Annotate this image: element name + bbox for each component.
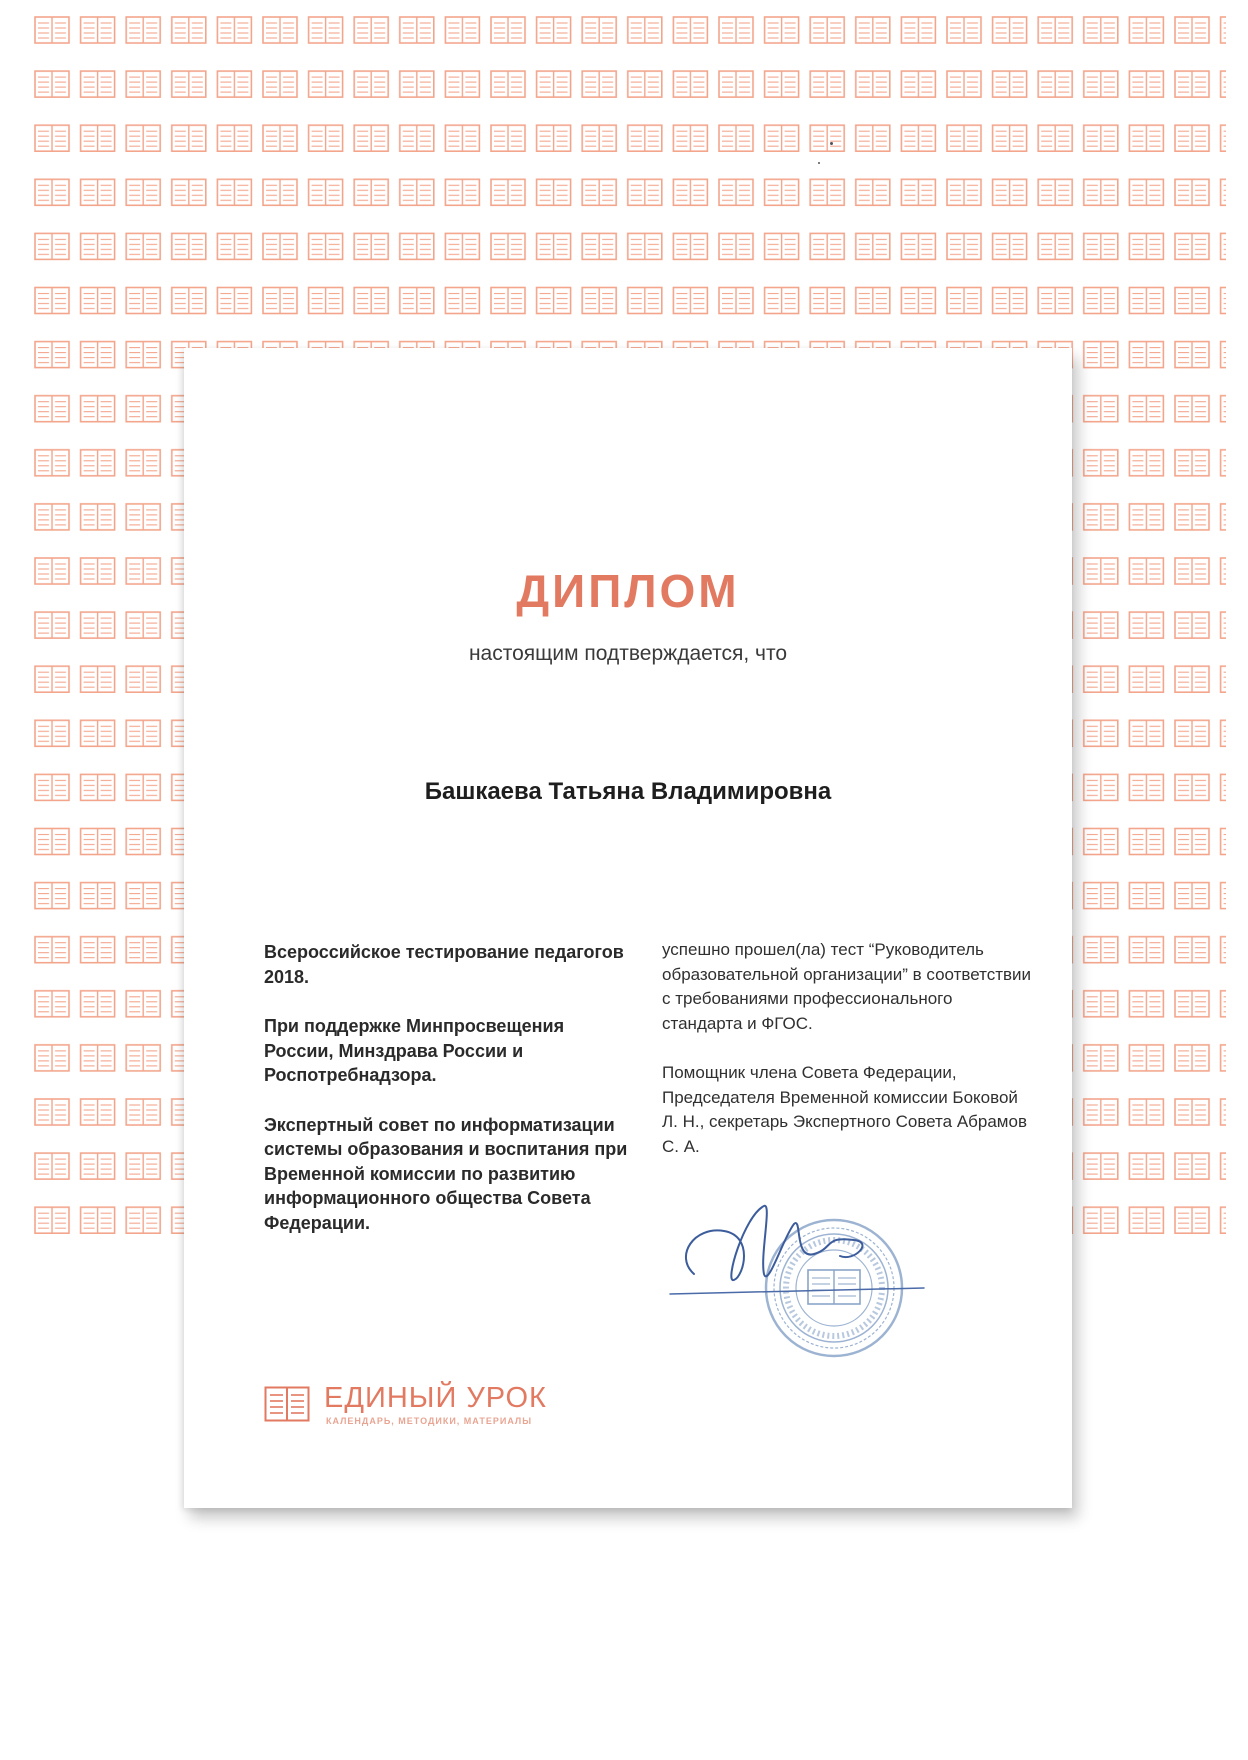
scan-speck [818, 162, 820, 164]
edinyi-urok-logo [264, 1382, 684, 1432]
scan-speck [830, 142, 833, 145]
diploma-subtitle: настоящим подтверждается, что [468, 642, 788, 665]
logo-subtitle: КАЛЕНДАРЬ, МЕТОДИКИ, МАТЕРИАЛЫ [326, 1416, 533, 1426]
left-column [264, 940, 634, 1260]
signature-block [664, 1196, 1044, 1366]
right-column [662, 938, 1032, 1184]
diploma-title: ДИПЛОМ [516, 565, 740, 617]
logo-title: ЕДИНЫЙ УРОК [324, 1382, 547, 1414]
left-paragraph: При поддержке Минпросвещения России, Минздрава России и Роспотребнадзора. [264, 1016, 565, 1085]
recipient-name: Башкаева Татьяна Владимировна [424, 778, 832, 805]
right-paragraph: успешно прошел(ла) тест “Руководитель образовательной организации” в соответствии с требованиями профессионального стандарта и ФГОС. [662, 940, 1032, 1033]
left-paragraph: Экспертный совет по информатизации системы образования и воспитания при Временной комиссии по развитию информационного общества Совета Федерации. [264, 1114, 628, 1233]
diploma-card [184, 348, 1072, 1508]
right-paragraph: Помощник члена Совета Федерации, Председателя Временной комиссии Боковой Л. Н., секретарь Экспертного Совета Абрамов С. А. [662, 1063, 1027, 1156]
book-icon [264, 1386, 310, 1422]
left-paragraph: Всероссийское тестирование педагогов 2018. [264, 942, 624, 987]
